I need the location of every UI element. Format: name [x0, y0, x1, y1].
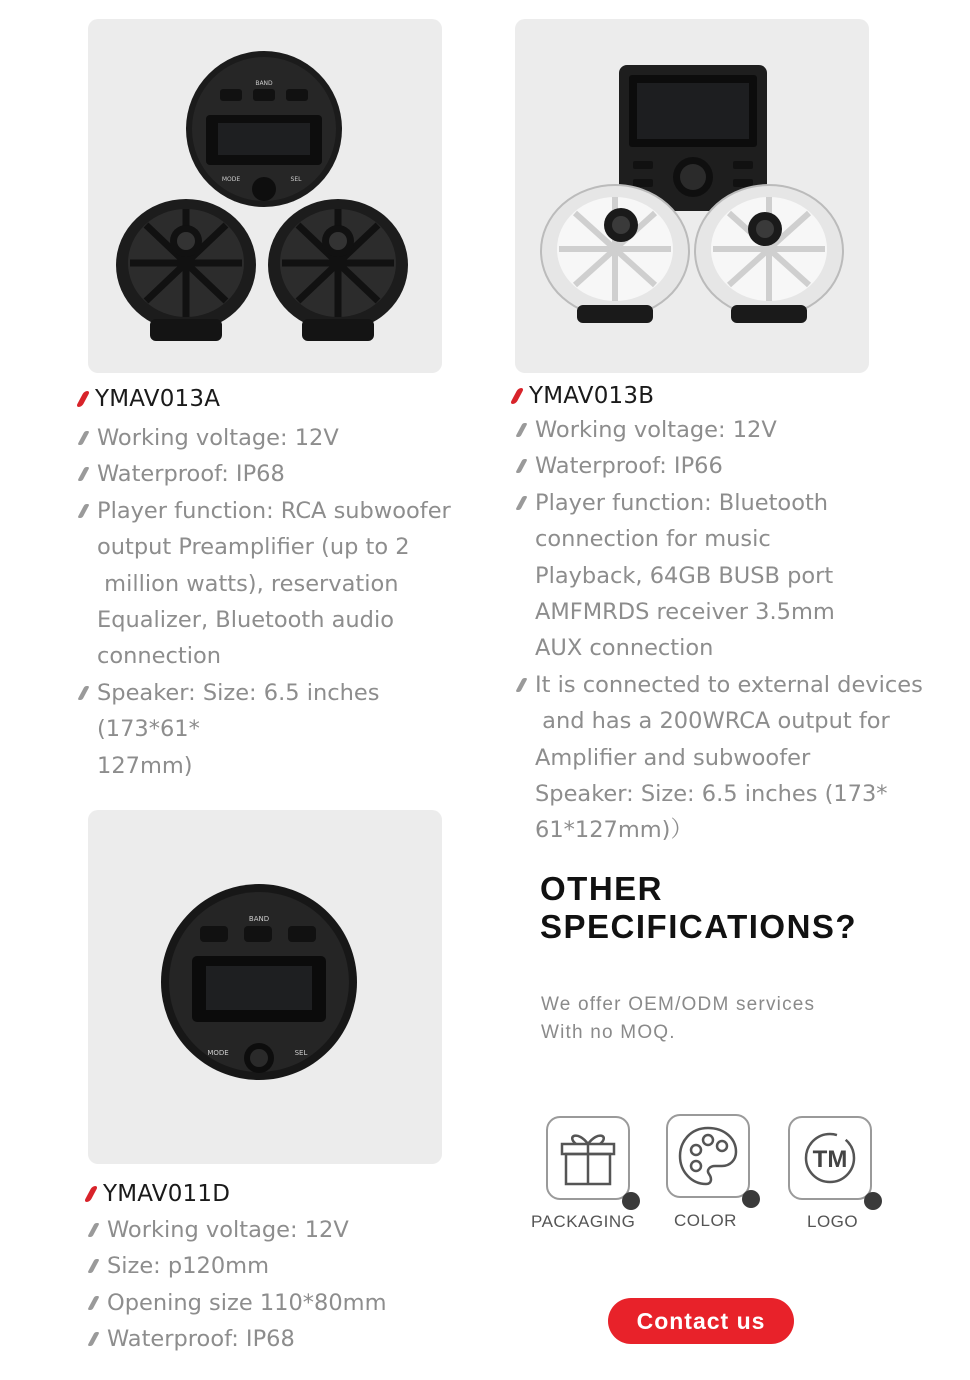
- spec-item: Speaker: Size: 6.5 inches (173*61* 127mm): [79, 675, 479, 784]
- svg-text:SEL: SEL: [290, 176, 302, 183]
- red-slash-marker: [510, 388, 525, 404]
- spec-item: It is connected to external devices and has a 200WRCA output for Amplifier and subwoofer Speaker: Size: 6.5 inches (173* 61*127mm)）: [517, 667, 957, 849]
- oem-offer-text: We offer OEM/ODM services With no MOQ.: [541, 994, 816, 1043]
- spec-item: Player function: RCA subwoofer output Preamplifier (up to 2 million watts), reservation Equalizer, Bluetooth audio connection: [79, 493, 479, 675]
- spec-list-ymav011d: [89, 1212, 489, 1358]
- svg-text:MODE: MODE: [221, 176, 241, 183]
- product-image-ymav013b: [515, 19, 869, 373]
- model-name: YMAV011D: [103, 1181, 231, 1207]
- other-specifications-heading: OTHER SPECIFICATIONS?: [540, 870, 858, 945]
- spec-item: Waterproof: IP68: [89, 1321, 489, 1357]
- red-slash-marker: [76, 391, 91, 407]
- svg-text:TM: TM: [812, 1146, 848, 1173]
- spec-item: Waterproof: IP66: [517, 448, 957, 484]
- spec-item: Working voltage: 12V: [89, 1212, 489, 1248]
- red-slash-marker: [84, 1186, 99, 1202]
- trademark-icon: [790, 1118, 870, 1198]
- spec-list-ymav013b: [517, 412, 957, 849]
- palette-icon: [668, 1116, 748, 1196]
- color-option[interactable]: [666, 1114, 750, 1198]
- product-image-ymav013a: [88, 19, 442, 373]
- contact-us-button[interactable]: Contact us: [608, 1298, 794, 1344]
- color-label: COLOR: [674, 1211, 737, 1230]
- model-name: YMAV013A: [95, 386, 221, 412]
- svg-text:MODE: MODE: [207, 1049, 229, 1057]
- option-dot: [864, 1192, 882, 1210]
- model-name: YMAV013B: [529, 383, 655, 409]
- option-dot: [622, 1192, 640, 1210]
- packaging-option[interactable]: [546, 1116, 630, 1200]
- option-dot: [742, 1190, 760, 1208]
- spec-item: Working voltage: 12V: [79, 420, 479, 456]
- spec-item: Opening size 110*80mm: [89, 1285, 489, 1321]
- gift-icon: [548, 1118, 628, 1198]
- logo-option[interactable]: [788, 1116, 872, 1200]
- logo-label: LOGO: [807, 1212, 859, 1231]
- spec-item: Working voltage: 12V: [517, 412, 957, 448]
- svg-text:BAND: BAND: [248, 915, 270, 923]
- spec-item: Player function: Bluetooth connection for music Playback, 64GB BUSB port AMFMRDS receiver 3.5mm AUX connection: [517, 485, 957, 667]
- product-title-ymav011d: [88, 1181, 230, 1207]
- product-image-ymav011d: [88, 810, 442, 1164]
- packaging-label: PACKAGING: [531, 1212, 636, 1231]
- spec-list-ymav013a: [79, 420, 479, 784]
- svg-text:SEL: SEL: [294, 1049, 308, 1057]
- spec-item: Waterproof: IP68: [79, 456, 479, 492]
- product-title-ymav013b: [514, 383, 654, 409]
- svg-text:BAND: BAND: [255, 80, 273, 87]
- spec-item: Size: p120mm: [89, 1248, 489, 1284]
- product-title-ymav013a: [80, 386, 220, 412]
